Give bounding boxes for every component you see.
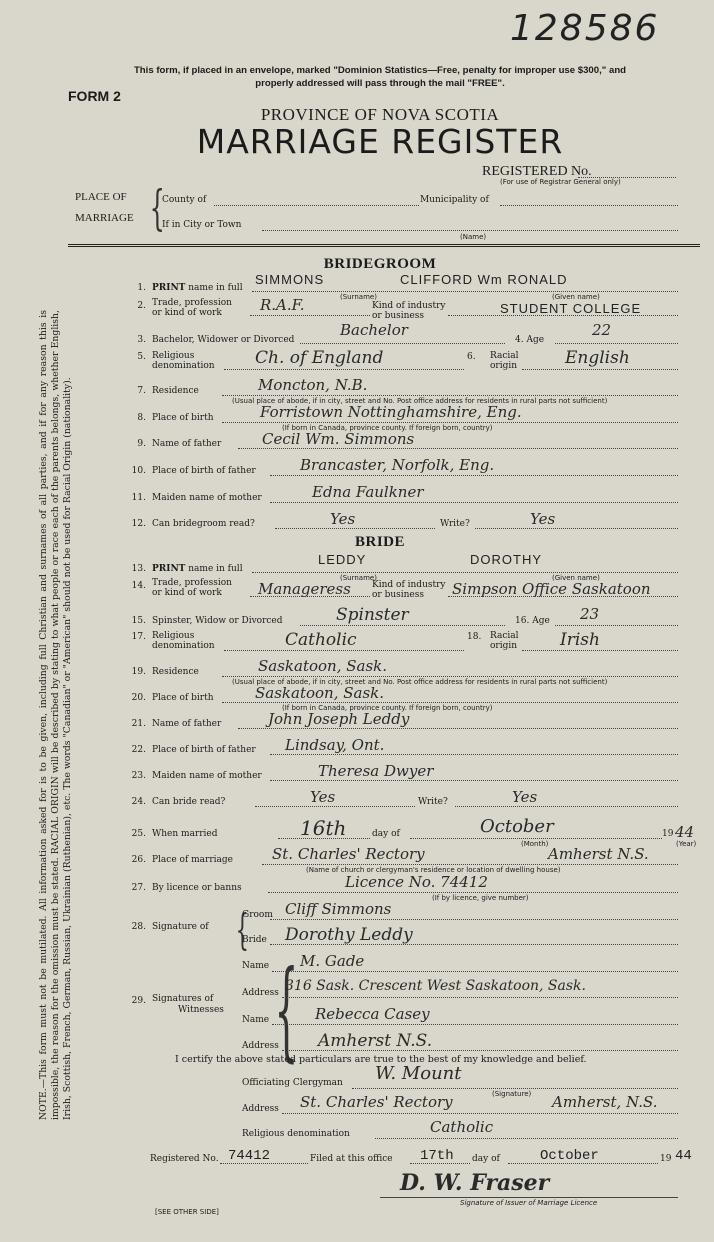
field-number: 29.: [131, 996, 146, 1006]
groom-residence: Moncton, N.B.: [258, 376, 368, 394]
racial-label-1: Racial: [490, 631, 519, 641]
bride-father-birthplace: Lindsay, Ont.: [285, 736, 385, 754]
marriage-place: St. Charles' Rectory: [272, 845, 425, 863]
groom-age: 22: [592, 321, 612, 339]
bride-trade: Manageress: [258, 580, 351, 598]
w2-address: Amherst N.S.: [318, 1031, 433, 1051]
bride-residence: Saskatoon, Sask.: [258, 657, 388, 675]
trade-label-1: Trade, profession: [152, 578, 232, 588]
print-label: [152, 283, 243, 293]
age-text: Age: [526, 335, 545, 345]
given-name-note: (Given name): [552, 574, 600, 582]
w2-name: Rebecca Casey: [315, 1005, 430, 1023]
groom-can-write: Yes: [530, 510, 556, 528]
filed-label: Filed at this office: [310, 1154, 393, 1164]
racial-label: [490, 631, 519, 651]
marriage-place-town: Amherst N.S.: [548, 845, 649, 863]
field-number: 5.: [137, 352, 146, 362]
licence-label: By licence or banns: [152, 883, 242, 893]
city-label: If in City or Town: [162, 220, 242, 230]
brace-icon: {: [274, 948, 299, 1073]
place-label-1: PLACE OF: [75, 191, 127, 203]
field-number: 15.: [131, 616, 146, 626]
field-number: 22.: [131, 745, 146, 755]
bride-racial-origin: Irish: [560, 630, 600, 650]
w2-name-label: Name: [242, 1015, 270, 1025]
bride-given-name: DOROTHY: [470, 552, 542, 567]
field-number: 2.: [137, 301, 146, 311]
field-number: 9.: [137, 439, 146, 449]
clergy-religion: Catholic: [430, 1118, 494, 1136]
father-birthplace-label: Place of birth of father: [152, 745, 256, 755]
can-read-label: Can bridegroom read?: [152, 519, 255, 529]
county-label: County of: [162, 195, 207, 205]
field-number: 20.: [131, 693, 146, 703]
age-label: [515, 335, 544, 345]
given-name-note: (Given name): [552, 293, 600, 301]
groom-surname: SIMMONS: [255, 272, 325, 287]
field-number: 23.: [131, 771, 146, 781]
when-married-label: When married: [152, 829, 218, 839]
marriage-day: 16th: [300, 816, 347, 840]
form-number: FORM 2: [68, 88, 121, 104]
bride-mother-name: Theresa Dwyer: [318, 762, 434, 780]
religion-label-1: Religious: [152, 631, 195, 641]
marriage-year: 44: [675, 823, 695, 841]
w1-address: 316 Sask. Crescent West Saskatoon, Sask.: [285, 978, 586, 994]
birthplace-note: (If born in Canada, province county. If foreign born, country): [282, 424, 493, 432]
bridegroom-heading: BRIDEGROOM: [323, 256, 437, 272]
envelope-notice-line2: properly addressed will pass through the mail "FREE".: [255, 78, 505, 89]
racial-label-2: origin: [490, 361, 518, 371]
page-title: MARRIAGE REGISTER: [196, 122, 564, 161]
w2-address-label: Address: [242, 1041, 279, 1051]
filed-day: 17th: [420, 1148, 454, 1164]
groom-given-name: CLIFFORD Wm RONALD: [400, 272, 568, 287]
industry-label: [372, 580, 446, 600]
age-label: [515, 616, 550, 626]
licence-value: Licence No. 74412: [345, 873, 488, 891]
religion-label-1: Religious: [152, 351, 195, 361]
issuer-note: Signature of Issuer of Marriage Licence: [460, 1199, 598, 1207]
residence-note: (Usual place of abode, if in city, street and No. Post office address for residents in rural parts not sufficient): [232, 397, 608, 405]
filed-year: 44: [675, 1148, 692, 1164]
officiating-label: Officiating Clergyman: [242, 1078, 343, 1088]
name-note: (Name): [460, 233, 487, 241]
religion-label-2: denomination: [152, 641, 215, 651]
father-name-label: Name of father: [152, 439, 222, 449]
w1-name: M. Gade: [300, 952, 365, 970]
racial-label: [490, 351, 519, 371]
field-number: 25.: [131, 829, 146, 839]
father-birthplace-label: Place of birth of father: [152, 466, 256, 476]
groom-racial-origin: English: [565, 348, 630, 368]
filed-month: October: [540, 1148, 599, 1164]
field-number: 10.: [131, 466, 146, 476]
birthplace-label: Place of birth: [152, 693, 214, 703]
mother-name-label: Maiden name of mother: [152, 493, 262, 503]
trade-label-2: or kind of work: [152, 308, 222, 318]
field-number: 7.: [137, 386, 146, 396]
see-other-side: [SEE OTHER SIDE]: [155, 1208, 219, 1216]
name-in-full-label: name in full: [188, 283, 243, 293]
bride-industry: Simpson Office Saskatoon: [452, 580, 651, 598]
religion-label-2: denomination: [152, 361, 215, 371]
racial-num: 6.: [467, 352, 476, 362]
bride-birthplace: Saskatoon, Sask.: [255, 684, 385, 702]
field-number: 19.: [131, 667, 146, 677]
w1-name-label: Name: [242, 961, 270, 971]
issuer-signature: D. W. Fraser: [400, 1170, 550, 1196]
year-note: (Year): [676, 840, 697, 848]
residence-label: Residence: [152, 667, 199, 677]
trade-label: [152, 578, 232, 598]
field-number: 28.: [131, 922, 146, 932]
age-num: 16.: [515, 616, 530, 626]
brace-icon: {: [149, 180, 165, 236]
field-number: 11.: [131, 493, 146, 503]
trade-label-2: or kind of work: [152, 588, 222, 598]
age-text: Age: [532, 616, 550, 626]
signature-of-label: Signature of: [152, 922, 209, 932]
brace-icon: {: [235, 905, 250, 954]
field-number: 12.: [131, 519, 146, 529]
witnesses-label: [152, 994, 224, 1016]
age-num: 4.: [515, 335, 524, 345]
birthplace-label: Place of birth: [152, 413, 214, 423]
officiating-signature: W. Mount: [375, 1063, 462, 1084]
place-note: (Name of church or clergyman's residence or location of dwelling house): [306, 866, 561, 874]
groom-trade: R.A.F.: [260, 296, 305, 314]
bride-religion: Catholic: [285, 630, 357, 650]
clergy-religion-label: Religious denomination: [242, 1129, 350, 1139]
field-number: 13.: [131, 564, 146, 574]
religion-label: [152, 631, 215, 651]
witnesses-label-1: Signatures of: [152, 994, 214, 1004]
field-number: 27.: [131, 883, 146, 893]
bride-heading: BRIDE: [354, 534, 405, 550]
clergy-address-town: Amherst, N.S.: [552, 1093, 658, 1111]
industry-label-1: Kind of industry: [372, 301, 446, 311]
bride-status: Spinster: [336, 605, 409, 625]
field-number: 14.: [131, 581, 146, 591]
groom-sig-label: Groom: [242, 910, 273, 920]
racial-label-2: origin: [490, 641, 518, 651]
surname-note: (Surname): [340, 293, 377, 301]
groom-industry: STUDENT COLLEGE: [500, 301, 642, 316]
write-label: Write?: [440, 519, 470, 529]
groom-religion: Ch. of England: [255, 348, 384, 368]
father-name-label: Name of father: [152, 719, 222, 729]
bride-age: 23: [580, 605, 600, 623]
bride-can-read: Yes: [310, 788, 336, 806]
field-number: 8.: [137, 413, 146, 423]
trade-label-1: Trade, profession: [152, 298, 232, 308]
field-number: 21.: [131, 719, 146, 729]
year-prefix: 19: [660, 1154, 672, 1164]
licence-note: (If by licence, give number): [432, 894, 529, 902]
industry-label: [372, 301, 446, 321]
day-of-label: day of: [372, 829, 400, 839]
racial-label-1: Racial: [490, 351, 519, 361]
write-label: Write?: [418, 797, 448, 807]
municipality-label: Municipality of: [420, 195, 489, 205]
residence-note: (Usual place of abode, if in city, street and No. Post office address for residents in rural parts not sufficient): [232, 678, 608, 686]
groom-signature: Cliff Simmons: [285, 900, 392, 918]
bride-can-write: Yes: [512, 788, 538, 806]
status-label: Spinster, Widow or Divorced: [152, 616, 283, 626]
w1-address-label: Address: [242, 988, 279, 998]
trade-label: [152, 298, 232, 318]
racial-num: 18.: [467, 632, 482, 642]
groom-father-name: Cecil Wm. Simmons: [262, 430, 415, 448]
bride-signature: Dorothy Leddy: [285, 925, 413, 945]
field-number: 1.: [137, 283, 146, 293]
groom-birthplace: Forristown Nottinghamshire, Eng.: [260, 403, 522, 421]
registered-no-label: REGISTERED No.: [482, 164, 592, 179]
groom-mother-name: Edna Faulkner: [312, 483, 424, 501]
witnesses-label-2: Witnesses: [178, 1005, 224, 1015]
reg-number-handwritten: 128586: [510, 8, 660, 49]
certify-statement: I certify the above stated particulars are true to the best of my knowledge and belief.: [175, 1054, 587, 1065]
side-note: NOTE.—This form must not be mutilated. All information asked for is to be given, including full Christian and surnames of all parties, and if for any reason this is impossible, the reason for the omission must be stated. RACIAL ORIGIN will be described by stating to what people or race each of the parents belongs, whether English, Irish, Scottish, French, German, Russian, Ukrainian (Ruthenian), etc. The words "Canadian" or "American" should not be used for Racial Origin (nationality).: [38, 310, 73, 1120]
place-of-marriage-label: Place of marriage: [152, 855, 233, 865]
month-note: (Month): [521, 840, 549, 848]
print-bold: PRINT: [152, 564, 186, 574]
groom-status: Bachelor: [340, 321, 408, 339]
signature-note: (Signature): [492, 1090, 532, 1098]
print-bold: PRINT: [152, 283, 186, 293]
bride-sig-label: Bride: [242, 935, 267, 945]
divider: [68, 244, 700, 247]
clergy-address-label: Address: [242, 1104, 279, 1114]
day-of-label: day of: [472, 1154, 500, 1164]
field-number: 24.: [131, 797, 146, 807]
place-label-2: MARRIAGE: [75, 212, 134, 224]
status-label: Bachelor, Widower or Divorced: [152, 335, 295, 345]
province: PROVINCE OF NOVA SCOTIA: [260, 105, 500, 124]
groom-can-read: Yes: [330, 510, 356, 528]
surname-note: (Surname): [340, 574, 377, 582]
name-in-full-label: name in full: [188, 564, 243, 574]
religion-label: [152, 351, 215, 371]
bride-father-name: John Joseph Leddy: [268, 710, 410, 728]
envelope-notice-line1: This form, if placed in an envelope, marked "Dominion Statistics—Free, penalty for improper use $300," and: [133, 65, 627, 76]
residence-label: Residence: [152, 386, 199, 396]
envelope-notice: [100, 64, 660, 90]
mother-name-label: Maiden name of mother: [152, 771, 262, 781]
field-number: 26.: [131, 855, 146, 865]
registered-label: Registered No.: [150, 1154, 219, 1164]
field-number: 17.: [131, 632, 146, 642]
year-prefix: 19: [662, 829, 674, 839]
industry-label-1: Kind of industry: [372, 580, 446, 590]
can-read-label: Can bride read?: [152, 797, 226, 807]
marriage-month: October: [480, 816, 554, 837]
registered-no-note: (For use of Registrar General only): [500, 178, 621, 186]
field-number: 3.: [137, 335, 146, 345]
birthplace-note: (If born in Canada, province county. If foreign born, country): [282, 704, 493, 712]
clergy-address: St. Charles' Rectory: [300, 1093, 453, 1111]
groom-father-birthplace: Brancaster, Norfolk, Eng.: [300, 456, 495, 474]
industry-label-2: or business: [372, 311, 424, 321]
industry-label-2: or business: [372, 590, 424, 600]
print-label: [152, 564, 243, 574]
bride-surname: LEDDY: [318, 552, 367, 567]
registered-value: 74412: [228, 1148, 271, 1164]
